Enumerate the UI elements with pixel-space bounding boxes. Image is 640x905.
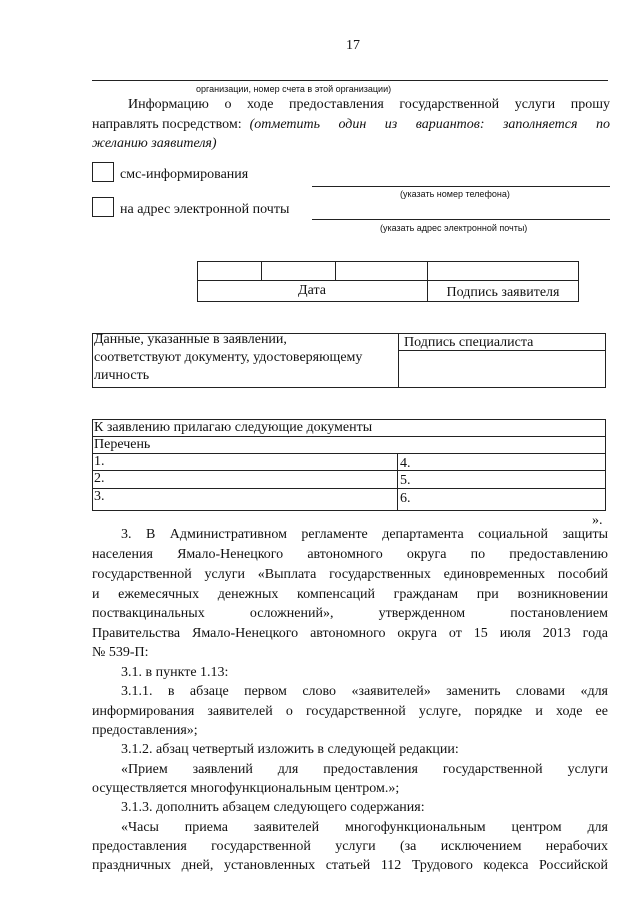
p3-line-3: государственной услуги «Выплата государственных единовременных пособий xyxy=(92,567,608,582)
documents-row-line-1 xyxy=(92,436,606,437)
email-caption: (указать адрес электронной почты) xyxy=(380,223,528,233)
documents-row-line-3 xyxy=(92,470,606,471)
documents-row-line-2 xyxy=(92,453,606,454)
p311-line-2: информирования заявителей о государственной услуге, порядке и ходе ее xyxy=(92,704,608,719)
p3-line-4: и ежемесячных денежных компенсаций гражданам при возникновении xyxy=(92,587,608,602)
p313: 3.1.3. дополнить абзацем следующего содержания: xyxy=(121,800,425,815)
top-fill-line xyxy=(92,80,608,81)
date-label: Дата xyxy=(298,283,326,298)
sms-checkbox[interactable] xyxy=(92,162,114,182)
date-cell-divider-1 xyxy=(261,261,262,280)
page-number: 17 xyxy=(346,38,360,53)
documents-item-6: 6. xyxy=(400,491,411,506)
info-line-2-prefix: направлять посредством: xyxy=(92,117,242,132)
p311-line-1: 3.1.1. в абзаце первом слово «заявителей» заменить словами «для xyxy=(121,684,608,699)
quote2-line-2: предоставления государственной услуги (за исключением нерабочих xyxy=(92,839,608,854)
top-caption: организации, номер счета в этой организации) xyxy=(196,84,392,94)
specialist-signature-label: Подпись специалиста xyxy=(404,335,534,350)
documents-list-label: Перечень xyxy=(94,437,151,452)
p3-line-7: № 539-П: xyxy=(92,645,149,660)
info-line-2 xyxy=(92,117,610,133)
info-line-1: Информацию о ходе предоставления государственной услуги прошу xyxy=(128,97,610,112)
quote1-line-1: «Прием заявлений для предоставления государственной услуги xyxy=(121,762,608,777)
verification-line-3: личность xyxy=(94,368,150,383)
verification-line-1: Данные, указанные в заявлении, xyxy=(94,332,287,347)
info-line-2-italic: (отметить один из вариантов: заполняется по xyxy=(249,117,610,132)
documents-row-line-4 xyxy=(92,488,606,489)
p312: 3.1.2. абзац четвертый изложить в следующей редакции: xyxy=(121,742,459,757)
p3-line-1: 3. В Административном регламенте департамента социальной защиты xyxy=(121,527,608,542)
quote1-line-2: осуществляется многофункциональным центром.»; xyxy=(92,781,400,796)
closing-quote: ». xyxy=(592,513,603,528)
email-checkbox[interactable] xyxy=(92,197,114,217)
phone-caption: (указать номер телефона) xyxy=(400,189,510,199)
email-label: на адрес электронной почты xyxy=(120,202,290,217)
p3-line-6: Правительства Ямало-Ненецкого автономного округа от 15 июля 2013 года xyxy=(92,626,608,641)
p3-line-5: поствакцинальных осложнений», утвержденном постановлением xyxy=(92,606,608,621)
email-fill-line[interactable] xyxy=(312,219,610,220)
p31: 3.1. в пункте 1.13: xyxy=(121,665,229,680)
applicant-signature-label: Подпись заявителя xyxy=(446,285,560,300)
documents-item-3: 3. xyxy=(94,489,105,504)
date-table-divider xyxy=(197,280,579,281)
sms-label: смс-информирования xyxy=(120,167,249,182)
verification-divider xyxy=(398,333,399,388)
p3-line-2: населения Ямало-Ненецкого автономного округа по предоставлению xyxy=(92,547,608,562)
documents-item-2: 2. xyxy=(94,471,105,486)
documents-item-4: 4. xyxy=(400,456,411,471)
phone-fill-line[interactable] xyxy=(312,186,610,187)
quote2-line-1: «Часы приема заявителей многофункциональным центром для xyxy=(121,820,608,835)
verification-line-2: соответствуют документу, удостоверяющему xyxy=(94,350,363,365)
info-line-3: желанию заявителя) xyxy=(92,136,217,151)
documents-column-divider xyxy=(397,453,398,511)
documents-item-5: 5. xyxy=(400,473,411,488)
date-cell-divider-2 xyxy=(335,261,336,280)
documents-header: К заявлению прилагаю следующие документы xyxy=(94,420,373,435)
quote2-line-3: праздничных дней, установленных статьей 112 Трудового кодекса Российской xyxy=(92,858,608,873)
documents-item-1: 1. xyxy=(94,454,105,469)
p311-line-3: предоставления»; xyxy=(92,723,198,738)
